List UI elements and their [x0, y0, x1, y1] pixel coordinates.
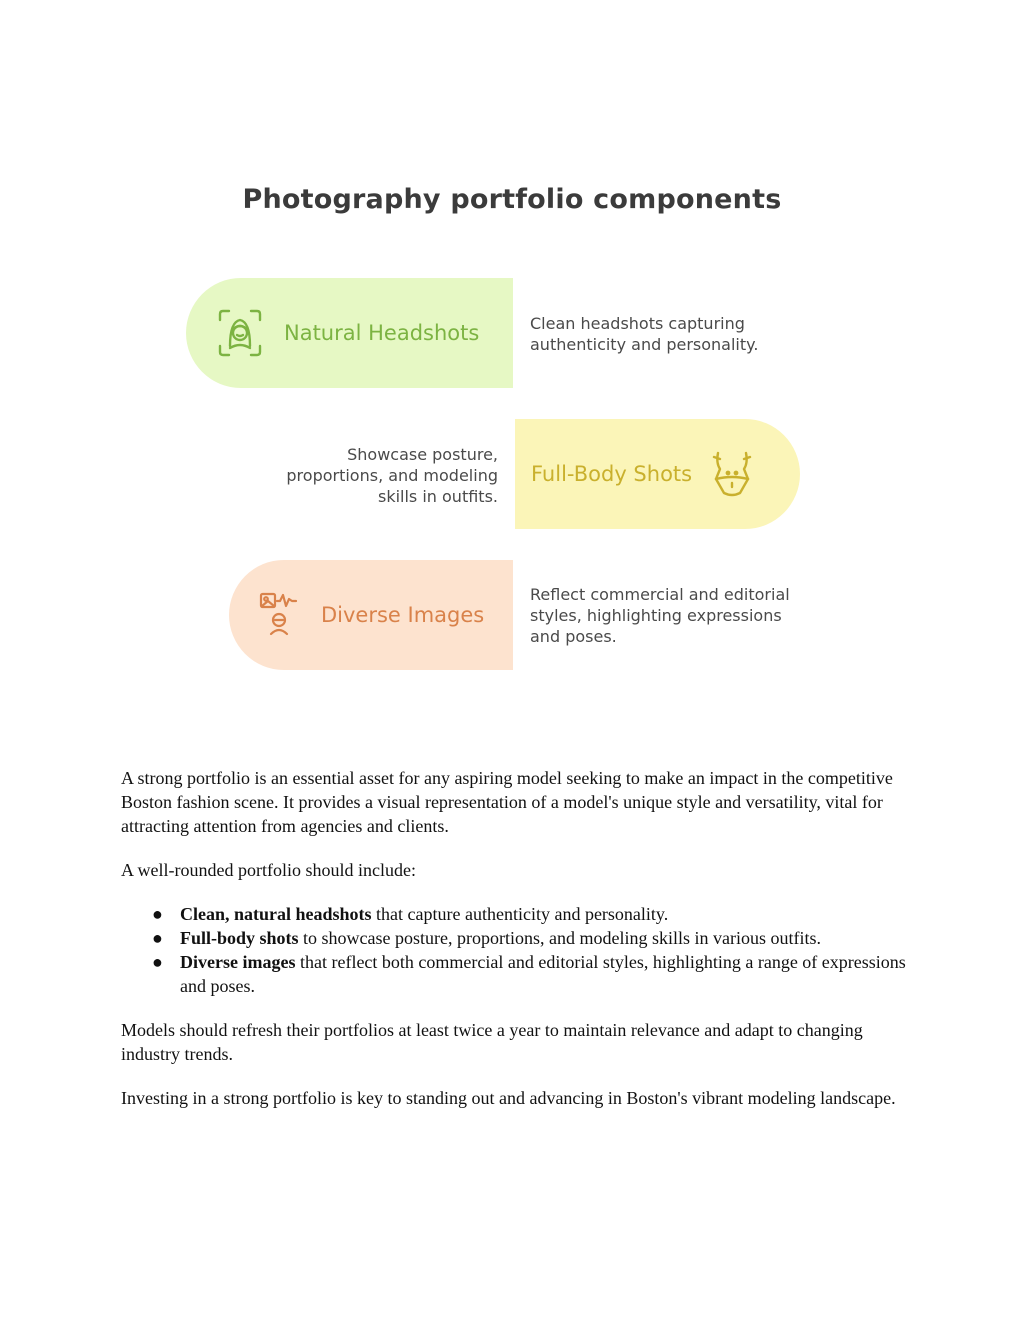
natural-headshots-description: Clean headshots capturing authenticity and personality.: [530, 314, 759, 354]
natural-headshots-pill: [186, 278, 513, 388]
portrait-scan-icon: [216, 308, 264, 358]
list-item: [121, 950, 911, 998]
list-item: [121, 926, 911, 950]
full-body-shots-label: Full-Body Shots: [531, 462, 693, 486]
intro-paragraph: A strong portfolio is an essential asset for any aspiring model seeking to make an impact in the competitive Boston fashion scene. It provides a visual representation of a model's unique style and versatility, vital for attracting attention from agencies and clients.: [121, 768, 893, 836]
diverse-images-label: Diverse Images: [321, 603, 485, 627]
portfolio-checklist: [121, 902, 911, 998]
list-item-text: to showcase posture, proportions, and modeling skills in various outfits.: [298, 928, 821, 948]
article-body: [121, 766, 911, 1130]
list-item: [121, 902, 911, 926]
bullet-marker: ●: [152, 928, 163, 948]
list-intro: A well-rounded portfolio should include:: [121, 860, 416, 880]
bullet-marker: ●: [152, 904, 163, 924]
refresh-paragraph: Models should refresh their portfolios at least twice a year to maintain relevance and adapt to changing industry trends.: [121, 1020, 863, 1064]
bullet-marker: ●: [152, 952, 163, 972]
full-body-shots-pill: [515, 419, 800, 529]
diverse-images-pill: [229, 560, 513, 670]
closing-paragraph: Investing in a strong portfolio is key to standing out and advancing in Boston's vibrant modeling landscape.: [121, 1088, 896, 1108]
natural-headshots-label: Natural Headshots: [284, 321, 480, 345]
list-item-bold: Clean, natural headshots: [180, 904, 372, 924]
list-item-text: that capture authenticity and personality.: [371, 904, 669, 924]
diagram-title: Photography portfolio components: [242, 184, 782, 215]
image-person-icon: [259, 590, 299, 640]
list-item-text: that reflect both commercial and editorial styles, highlighting a range of expressions and poses.: [180, 952, 906, 996]
diverse-images-description: Reflect commercial and editorial styles, highlighting expressions and poses.: [530, 585, 790, 646]
full-body-shots-description: Showcase posture, proportions, and modeling skills in outfits.: [286, 445, 498, 506]
list-item-bold: Full-body shots: [180, 928, 299, 948]
body-measure-icon: [710, 449, 754, 499]
list-item-bold: Diverse images: [180, 952, 296, 972]
